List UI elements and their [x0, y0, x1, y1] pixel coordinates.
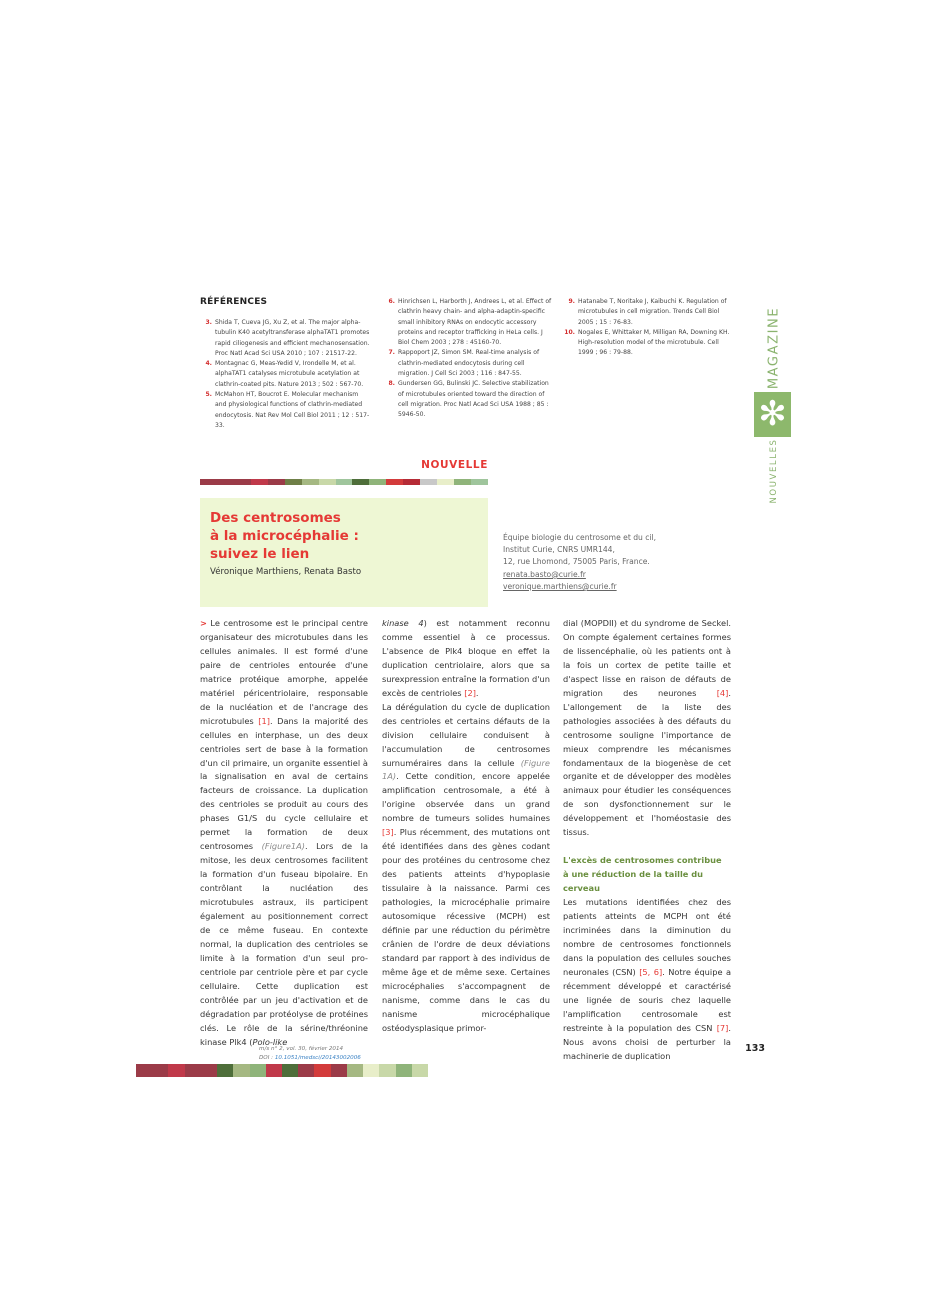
citation-link[interactable]: [1] [258, 715, 270, 726]
color-bar-segment [285, 479, 302, 485]
body-text: . Plus récemment, des mutations ont été identifiées dans des gènes codant pour des protéines du centrosome chez des patients atteints d'hypoplasie tissulaire à la naissance. Parmi ces pathologies, la microcéphalie primaire autosomique récessive (MCPH) est définie par une réduction du périmètre crânien de l'ordre de deux déviations standard par rapport à des individus de même âge et de même sexe. Certaines microcéphalies s'accompagnent de nanisme, comme dans le cas du nanisme microcéphalique ostéodysplasique primor- [382, 827, 550, 1033]
reference-item [383, 348, 553, 379]
color-bar-segment [396, 1064, 412, 1077]
color-bar-segment [266, 1064, 282, 1077]
body-paragraph [382, 617, 550, 701]
references-column-2 [383, 297, 553, 421]
title-box [200, 498, 488, 607]
doi-link[interactable]: 10.1051/medsci/20143002006 [274, 1055, 361, 1061]
reference-item [563, 328, 733, 359]
color-bar-segment [250, 1064, 266, 1077]
body-text: La dérégulation du cycle de duplication des centrioles et certains défauts de la division cellulaire conduisent à l'accumulation de centrosomes surnuméraires dans la cellule [382, 701, 550, 768]
journal-issue: m/s n° 2, vol. 30, février 2014 [259, 1046, 344, 1052]
color-bar-segment [336, 479, 353, 485]
body-text: . Nous avons choisi de perturber la machinerie de duplication [563, 1022, 731, 1061]
decorative-color-bar-top [200, 479, 488, 485]
citation-link[interactable]: [4] [716, 687, 729, 698]
doi-label: DOI : [259, 1055, 275, 1061]
color-bar-segment [217, 1064, 233, 1077]
side-tab-magazine [758, 306, 790, 390]
reference-text: Gundersen GG, Bulinski JC. Selective stabilization of microtubules oriented toward the direction of cell migration. Proc Natl Acad Sci USA 1988 ; 85 : 5946-50. [398, 380, 549, 419]
body-text: ) est notamment reconnu comme essentiel à ce processus. L'absence de Plk4 bloque en effet la duplication centriolaire, alors que sa surexpression entraîne la formation d'un excès de centrioles [382, 618, 550, 698]
body-text: . Cette condition, encore appelée amplification centrosomale, a été à l'origine observée dans un grand nombre de tumeurs solides humaines [382, 771, 550, 824]
color-bar-segment [217, 479, 234, 485]
body-column-3 [563, 617, 731, 1064]
reference-number: 9. [568, 298, 575, 305]
body-text: . L'allongement de la liste des pathologies associées à des défauts du centrosome souligne l'importance de mieux comprendre les mécanismes fondamentaux de la biogenèse de cet organite et de développer des modèles animaux pour étudier les conséquences de son dysfonctionnement sur le développement et l'homéostasie des tissus. [563, 687, 731, 838]
side-tab-badge [754, 392, 791, 437]
journal-citation [259, 1045, 361, 1063]
color-bar-segment [352, 479, 369, 485]
article-authors: Véronique Marthiens, Renata Basto [210, 567, 362, 577]
color-bar-segment [168, 1064, 184, 1077]
reference-number: 5. [205, 391, 212, 399]
color-bar-segment [379, 1064, 395, 1077]
page-number: 133 [745, 1043, 765, 1054]
subheading-line: à une réduction de la taille du cerveau [563, 869, 704, 894]
affiliation-line: 12, rue Lhomond, 75005 Paris, France. [503, 557, 650, 567]
reference-number: 7. [388, 349, 395, 357]
color-bar-segment [282, 1064, 298, 1077]
doi-line [259, 1054, 361, 1063]
decorative-color-bar-bottom [136, 1064, 428, 1077]
color-bar-segment [185, 1064, 201, 1077]
reference-item [200, 318, 370, 359]
reference-item [200, 359, 370, 390]
body-text-italic: kinase 4 [382, 618, 424, 628]
subheading-line: L'excès de centrosomes contribue [563, 855, 722, 866]
color-bar-segment [251, 479, 268, 485]
color-bar-segment [201, 1064, 217, 1077]
citation-link[interactable]: [2] [464, 687, 476, 698]
color-bar-segment [319, 479, 336, 485]
body-paragraph [563, 896, 731, 1063]
author-affiliation [503, 532, 656, 593]
color-bar-segment [386, 479, 403, 485]
reference-text: Hinrichsen L, Harborth J, Andrees L, et al. Effect of clathrin heavy chain- and alpha-adaptin-specific small inhibitory RNAs on endocytic accessory proteins and receptor trafficking in HeLa cells. J Biol Chem 2003 ; 278 : 45160-70. [398, 298, 552, 347]
citation-link[interactable]: [5, 6] [639, 966, 663, 977]
body-text: Les mutations identifiées chez des patients atteints de MCPH ont été incriminées dans la diminution du nombre de centrosomes fonctionnels dans la population des cellules souches neuronales (CSN) [563, 897, 731, 977]
figure-reference-link[interactable]: (Figure 1A) [382, 757, 550, 782]
reference-number: 4. [205, 360, 212, 368]
reference-number: 8. [388, 380, 395, 388]
color-bar-segment [136, 1064, 152, 1077]
reference-text: Nogales E, Whittaker M, Milligan RA, Downing KH. High-resolution model of the microtubule. Cell 1999 ; 96 : 79-88. [578, 328, 730, 357]
color-bar-segment [369, 479, 386, 485]
reference-number: 6. [388, 298, 395, 305]
title-line: Des centrosomes [210, 510, 341, 526]
body-column-1 [200, 617, 368, 1050]
references-heading: RÉFÉRENCES [200, 297, 268, 307]
body-text: dial (MOPDII) et du syndrome de Seckel. On compte également certaines formes de lissencéphalie, où les patients ont à la fois un cortex de petite taille et d'aspect lisse en raison de défauts de migration des neurones [563, 618, 731, 698]
color-bar-segment [420, 479, 437, 485]
asterisk-icon: ✻ [758, 394, 787, 434]
reference-item [200, 390, 370, 431]
reference-number: 10. [564, 328, 575, 336]
color-bar-segment [200, 479, 217, 485]
citation-link[interactable]: [7] [716, 1022, 729, 1033]
reference-item [383, 297, 553, 348]
reference-text: Shida T, Cueva JG, Xu Z, et al. The major alpha-tubulin K40 acetyltransferase alphaTAT1 promotes rapid ciliogenesis and efficient mechanosensation. Proc Natl Acad Sci USA 2010 ; 107 : 21517-22. [215, 319, 370, 357]
side-tab-nouvelles-label: NOUVELLES [769, 438, 779, 504]
color-bar-segment [152, 1064, 168, 1077]
lead-marker: > [200, 618, 207, 628]
body-column-2 [382, 617, 550, 1036]
color-bar-segment [314, 1064, 330, 1077]
body-paragraph [382, 701, 550, 1036]
color-bar-segment [403, 479, 420, 485]
reference-text: Hatanabe T, Noritake J, Kaibuchi K. Regulation of microtubules in cell migration. Trends Cell Biol 2005 ; 15 : 76-83. [578, 298, 727, 326]
reference-text: McMahon HT, Boucrot E. Molecular mechanism and physiological functions of clathrin-mediated endocytosis. Nat Rev Mol Cell Biol 2011 ; 12 : 517-33. [215, 391, 370, 429]
title-line: suivez le lien [210, 546, 310, 562]
color-bar-segment [363, 1064, 379, 1077]
color-bar-segment [302, 479, 319, 485]
references-column-1 [200, 318, 370, 431]
body-text: . Lors de la mitose, les deux centrosomes facilitent la formation d'un fuseau bipolaire. En contrôlant la nucléation des microtubules astraux, ils participent également au positionnement correct de ce même fuseau. En contexte normal, la duplication des centrioles se limite à la formation d'un seul pro-centriole par centriole père et par cycle cellulaire. Cette duplication est contrôlée par un jeu d'activation et de dégradation par protéolyse de protéines clés. Le rôle de la sérine/thréonine kinase Plk4 ( [200, 841, 368, 1047]
affiliation-line: Institut Curie, CNRS UMR144, [503, 545, 615, 555]
color-bar-segment [298, 1064, 314, 1077]
color-bar-segment [234, 479, 251, 485]
side-tab-magazine-label: MAGAZINE [766, 306, 782, 390]
section-label: NOUVELLE [421, 459, 488, 471]
color-bar-segment [471, 479, 488, 485]
reference-item [563, 297, 733, 328]
section-subheading [563, 854, 731, 896]
body-paragraph [563, 617, 731, 840]
color-bar-segment [437, 479, 454, 485]
reference-item [383, 379, 553, 420]
body-text: . Notre équipe a récemment développé et caractérisé une lignée de souris chez laquelle l'amplification centrosomale est restreinte à la population des CSN [563, 966, 731, 1033]
color-bar-segment [412, 1064, 428, 1077]
references-column-3 [563, 297, 733, 359]
citation-link[interactable]: [3] [382, 827, 394, 838]
reference-number: 3. [205, 319, 212, 326]
body-text: . [475, 687, 479, 698]
color-bar-segment [233, 1064, 249, 1077]
email-link[interactable]: veronique.marthiens@curie.fr [503, 581, 617, 591]
article-title [210, 509, 480, 563]
color-bar-segment [454, 479, 471, 485]
title-line: à la microcéphalie : [210, 528, 359, 544]
color-bar-segment [347, 1064, 363, 1077]
reference-text: Rappoport JZ, Simon SM. Real-time analysis of clathrin-mediated endocytosis during cell migration. J Cell Sci 2003 ; 116 : 847-55. [398, 349, 540, 378]
side-tab-nouvelles [758, 438, 790, 504]
body-text: . Dans la majorité des cellules en interphase, un des deux centrioles sert de base à la formation d'un cil primaire, un organite essentiel à la signalisation en aval de certains facteurs de croissance. La duplication des centrioles se produit au cours des phases G1/S du cycle cellulaire et permet la formation de deux centrosomes [200, 715, 368, 852]
body-text-italic: Polo-like [252, 1036, 288, 1047]
reference-text: Montagnac G, Meas-Yedid V, Irondelle M, et al. alphaTAT1 catalyses microtubule acetylation at clathrin-coated pits. Nature 2013 ; 502 : 567-70. [215, 360, 364, 388]
email-link[interactable]: renata.basto@curie.fr [503, 569, 586, 579]
figure-reference-link[interactable]: (Figure1A) [261, 841, 305, 852]
color-bar-segment [331, 1064, 347, 1077]
affiliation-line: Équipe biologie du centrosome et du cil, [503, 533, 657, 542]
color-bar-segment [268, 479, 285, 485]
body-paragraph [200, 617, 368, 1050]
body-text: Le centrosome est le principal centre organisateur des microtubules dans les cellules animales. Il est formé d'une paire de centrioles entourée d'une matrice protéique amorphe, appelée matériel péricentriolaire, responsable de la nucléation et de l'ancrage des microtubules [200, 618, 368, 726]
